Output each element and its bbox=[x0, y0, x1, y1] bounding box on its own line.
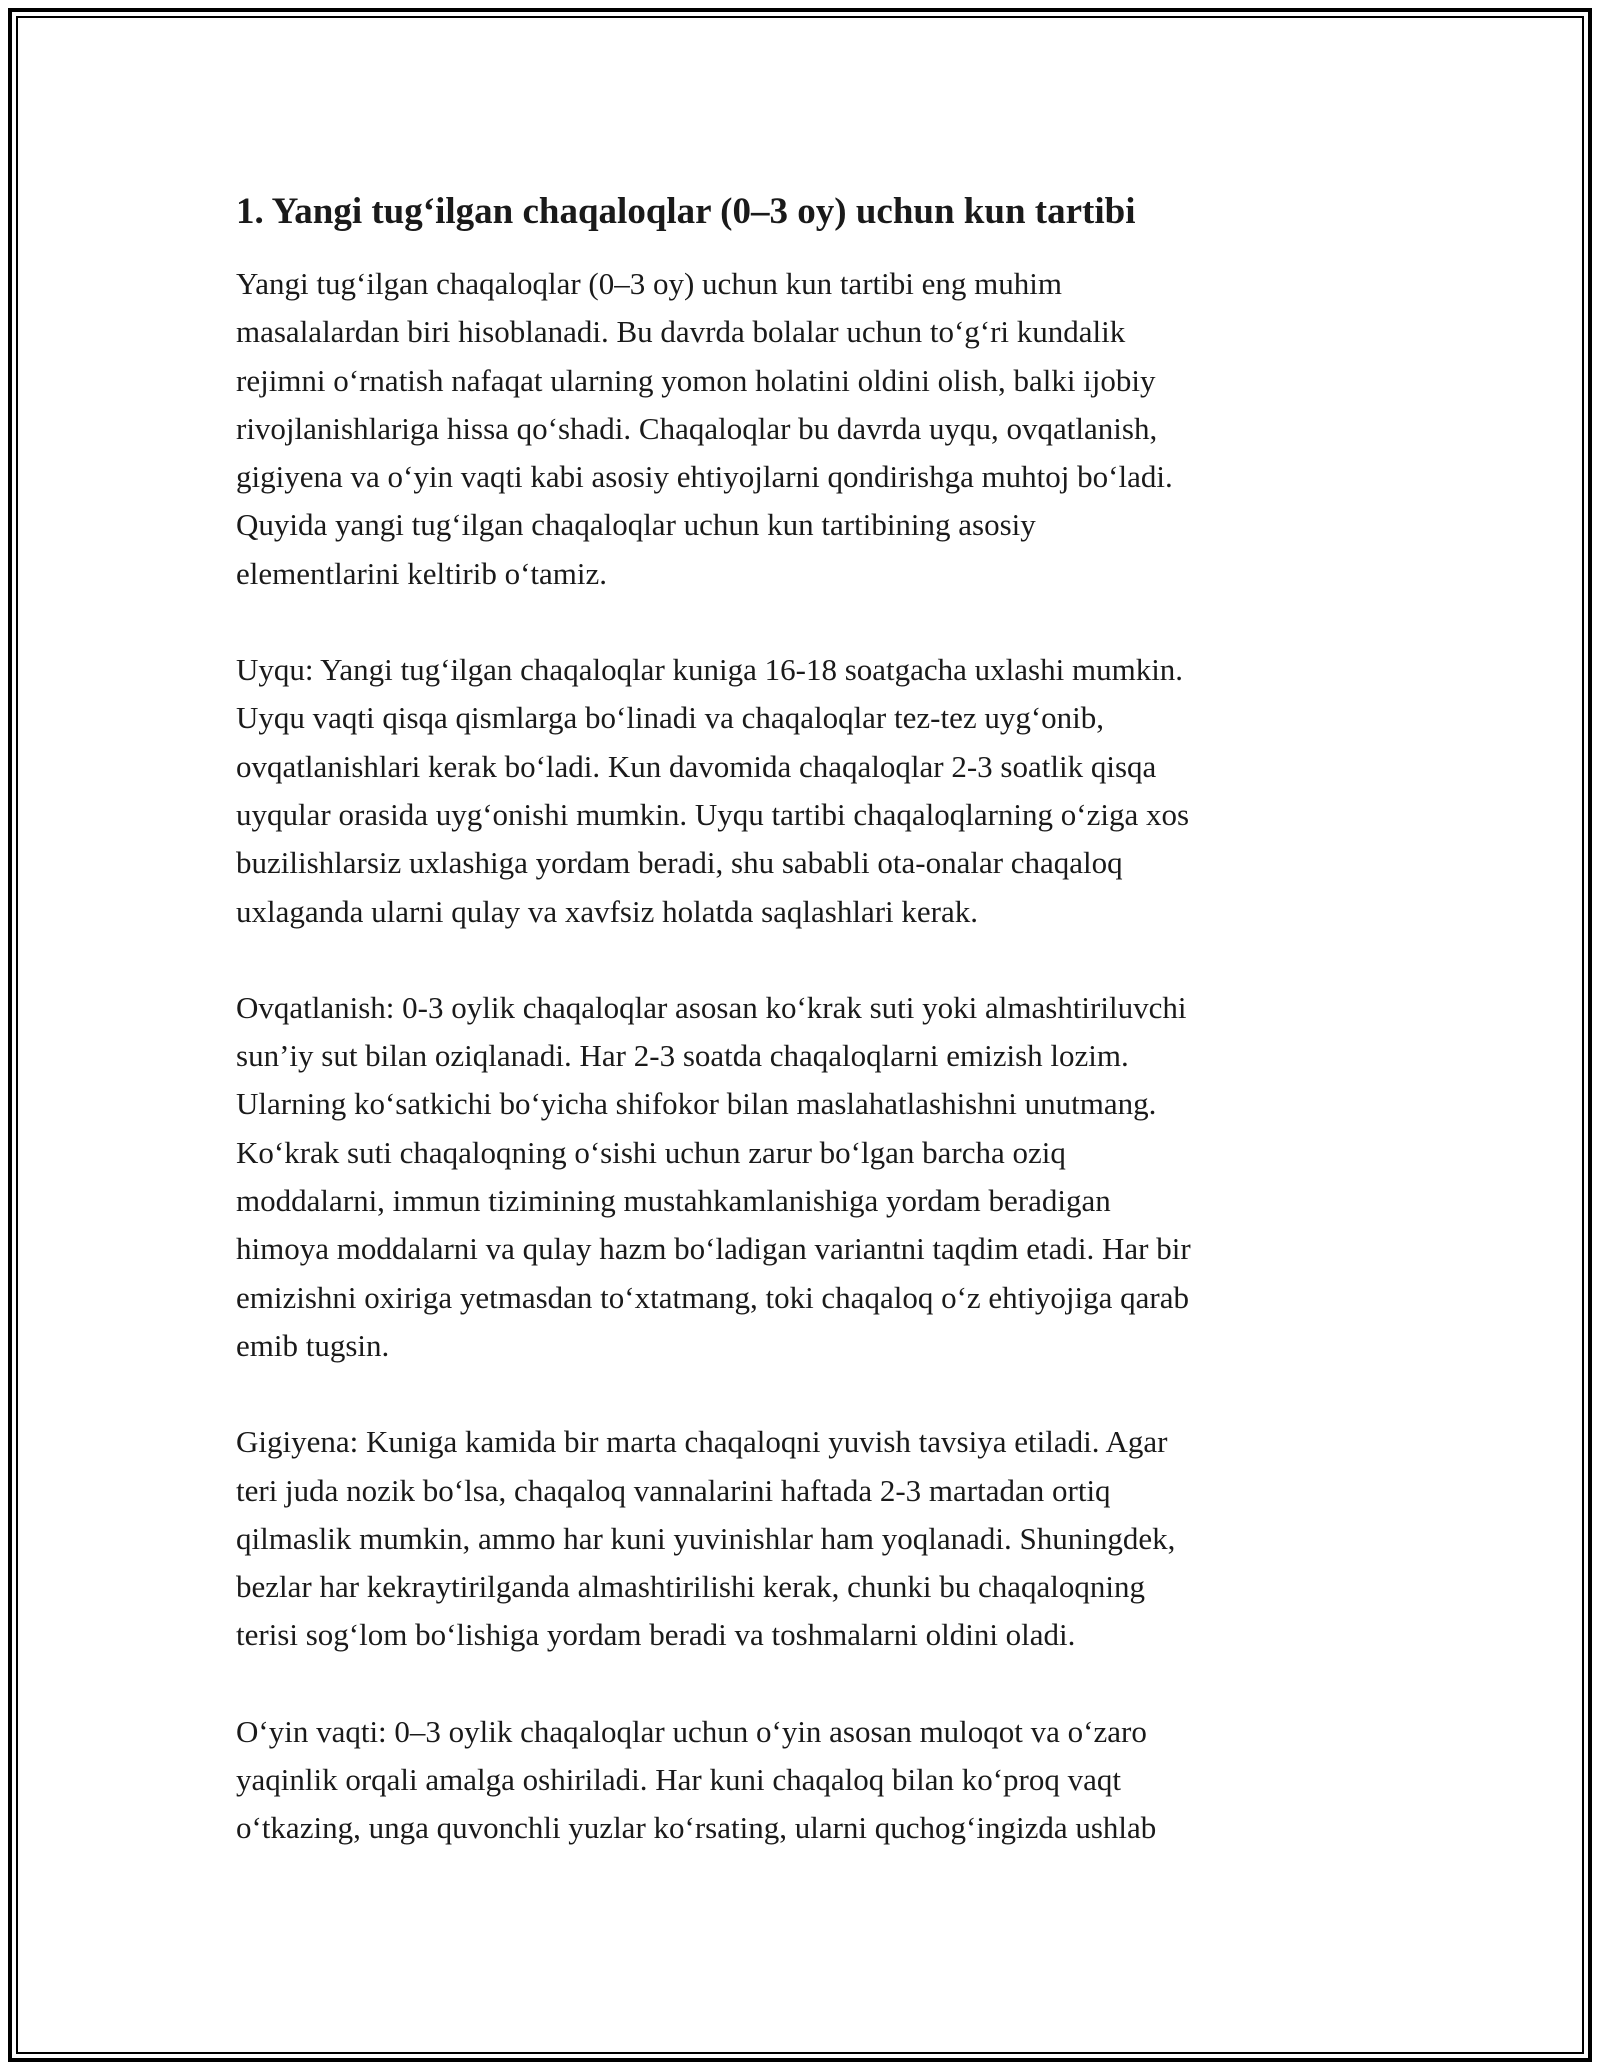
paragraph-line: sun’iy sut bilan oziqlanadi. Har 2-3 soatda chaqaloqlarni emizish lozim. bbox=[236, 1038, 1129, 1074]
paragraph-line: Uyqu: Yangi tug‘ilgan chaqaloqlar kuniga 16-18 soatgacha uxlashi mumkin. bbox=[236, 652, 1184, 688]
paragraph-line: terisi sog‘lom bo‘lishiga yordam beradi va toshmalarni oldini oladi. bbox=[236, 1617, 1076, 1653]
paragraph-line: teri juda nozik bo‘lsa, chaqaloq vannalarini haftada 2-3 martadan ortiq bbox=[236, 1472, 1111, 1508]
paragraph-line: rejimni o‘rnatish nafaqat ularning yomon holatini oldini olish, balki ijobiy bbox=[236, 362, 1156, 398]
paragraph-line: Ko‘krak suti chaqaloqning o‘sishi uchun zarur bo‘lgan barcha oziq bbox=[236, 1134, 1066, 1170]
paragraph-line: o‘tkazing, unga quvonchli yuzlar ko‘rsating, ularni quchog‘ingizda ushlab bbox=[236, 1810, 1157, 1846]
paragraph-line: rivojlanishlariga hissa qo‘shadi. Chaqaloqlar bu davrda uyqu, ovqatlanish, bbox=[236, 410, 1158, 446]
paragraph-line: gigiyena va o‘yin vaqti kabi asosiy ehtiyojlarni qondirishga muhtoj bo‘ladi. bbox=[236, 459, 1173, 495]
paragraph-line: emib tugsin. bbox=[236, 1327, 390, 1363]
paragraph-line: Yangi tug‘ilgan chaqaloqlar (0–3 oy) uchun kun tartibi eng muhim bbox=[236, 266, 1062, 301]
intro-paragraph bbox=[236, 260, 1378, 598]
paragraph-line: bezlar har kekraytirilganda almashtirilishi kerak, chunki bu chaqaloqning bbox=[236, 1569, 1146, 1605]
paragraph-line: buzilishlarsiz uxlashiga yordam beradi, shu sababli ota-onalar chaqaloq bbox=[236, 845, 1123, 881]
paragraph-line: emizishni oxiriga yetmasdan to‘xtatmang, toki chaqaloq o‘z ehtiyojiga qarab bbox=[236, 1279, 1189, 1315]
paragraph-line: himoya moddalarni va qulay hazm bo‘ladigan variantni taqdim etadi. Har bir bbox=[236, 1231, 1191, 1267]
paragraph-line: Quyida yangi tug‘ilgan chaqaloqlar uchun kun tartibining asosiy bbox=[236, 507, 1036, 543]
paragraph-line: Uyqu vaqti qisqa qismlarga bo‘linadi va chaqaloqlar tez-tez uyg‘onib, bbox=[236, 700, 1105, 736]
paragraph-line: yaqinlik orqali amalga oshiriladi. Har kuni chaqaloq bilan ko‘proq vaqt bbox=[236, 1762, 1121, 1798]
paragraph-line: Ovqatlanish: 0-3 oylik chaqaloqlar asosan ko‘krak suti yoki almashtiriluvchi bbox=[236, 989, 1187, 1025]
feeding-paragraph bbox=[236, 984, 1378, 1370]
paragraph-line: Gigiyena: Kuniga kamida bir marta chaqaloqni yuvish tavsiya etiladi. Agar bbox=[236, 1424, 1168, 1460]
paragraph-line: ovqatlanishlari kerak bo‘ladi. Kun davomida chaqaloqlar 2-3 soatlik qisqa bbox=[236, 748, 1157, 784]
paragraph-line: qilmaslik mumkin, ammo har kuni yuvinishlar ham yoqlanadi. Shuningdek, bbox=[236, 1520, 1176, 1556]
hygiene-paragraph bbox=[236, 1418, 1378, 1659]
page-title: 1. Yangi tug‘ilgan chaqaloqlar (0–3 oy) uchun kun tartibi bbox=[236, 191, 1136, 232]
sleep-paragraph bbox=[236, 646, 1378, 936]
paragraph-line: uyqular orasida uyg‘onishi mumkin. Uyqu tartibi chaqaloqlarning o‘ziga xos bbox=[236, 796, 1190, 832]
paragraph-line: O‘yin vaqti: 0–3 oylik chaqaloqlar uchun o‘yin asosan muloqot va o‘zaro bbox=[236, 1713, 1147, 1749]
paragraph-line: Ularning ko‘satkichi bo‘yicha shifokor bilan maslahatlashishni unutmang. bbox=[236, 1086, 1157, 1122]
paragraph-line: uxlaganda ularni qulay va xavfsiz holatda saqlashlari kerak. bbox=[236, 893, 979, 929]
paragraph-line: masalalardan biri hisoblanadi. Bu davrda bolalar uchun to‘g‘ri kundalik bbox=[236, 314, 1126, 350]
document-body bbox=[236, 186, 1378, 1901]
play-time-paragraph bbox=[236, 1708, 1378, 1853]
paragraph-line: elementlarini keltirib o‘tamiz. bbox=[236, 555, 608, 591]
paragraph-line: moddalarni, immun tizimining mustahkamlanishiga yordam beradigan bbox=[236, 1183, 1111, 1219]
